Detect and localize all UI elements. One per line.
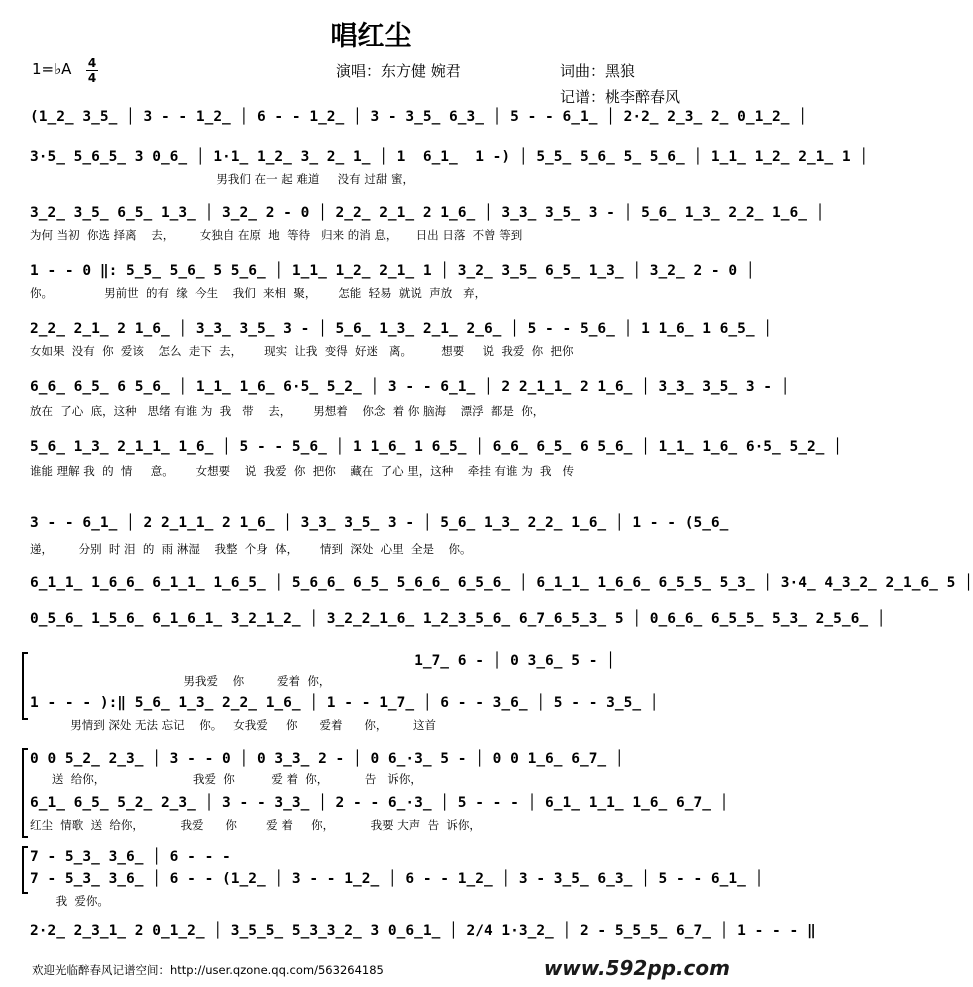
lyrics-line: 我 爱你。	[30, 894, 109, 908]
lyrics-line: 男我们 在一 起 难道 没有 过甜 蜜，	[30, 172, 414, 186]
lyrics-line: 男情到 深处 无法 忘记 你。 女我爱 你 爱着 你， 这首	[30, 718, 436, 732]
lyrics-line: 放在 了心 底，这种 思绪 有谁 为 我 带 去， 男想着 你念 着 你 脑海 漂浮 都是 你，	[30, 404, 545, 418]
notation-line: 3 - - 6̲1̲ │ 2 2̲1̲1̲ 2 1̲6̲ │ 3̲3̲ 3̲5̲ 3 - │ 5̲6̲ 1̲3̲ 2̲2̲ 1̲6̲ │ 1 - - (5̲6̲	[30, 515, 729, 531]
lyrics-line: 红尘 情歌 送 给你， 我爱 你 爱 着 你， 我要 大声 告 诉你，	[30, 818, 481, 832]
system-brace	[22, 652, 28, 720]
notation-line: 3·5̲ 5̲6̲5̲ 3 0̲6̲ │ 1·1̲ 1̲2̲ 3̲ 2̲ 1̲ │ 1 6̲1̲ 1 -) │ 5̲5̲ 5̲6̲ 5̲ 5̲6̲ │ 1̲1̲ 1̲2̲ 2̲1̲ 1 │	[30, 149, 869, 165]
notation-line: 6̲1̲ 6̲5̲ 5̲2̲ 2̲3̲ │ 3 - - 3̲3̲ │ 2 - - 6̲·3̲ │ 5 - - - │ 6̲1̲ 1̲1̲ 1̲6̲ 6̲7̲ │	[30, 795, 729, 811]
lyrics-line: 谁能 理解 我 的 情 意。 女想要 说 我爱 你 把你 藏在 了心 里，这种 牵挂 有谁 为 我 传	[30, 464, 574, 478]
notation-line: 3̲2̲ 3̲5̲ 6̲5̲ 1̲3̲ │ 3̲2̲ 2 - 0 │ 2̲2̲ 2̲1̲ 2 1̲6̲ │ 3̲3̲ 3̲5̲ 3 - │ 5̲6̲ 1̲3̲ 2̲2̲ 1̲6̲ │	[30, 205, 825, 221]
time-signature	[86, 57, 98, 84]
site-watermark: www.592pp.com	[543, 956, 730, 980]
key-signature: 1=♭A	[32, 60, 72, 78]
notation-line: 6̲1̲1̲ 1̲6̲6̲ 6̲1̲1̲ 1̲6̲5̲ │ 5̲6̲6̲ 6̲5̲ 5̲6̲6̲ 6̲5̲6̲ │ 6̲1̲1̲ 1̲6̲6̲ 6̲5̲5̲ 5̲3̲ │ 3·4̲ 4̲3̲2̲ 2̲1̲6̲ 5 │	[30, 575, 973, 591]
notation-line: 0 0 5̲2̲ 2̲3̲ │ 3 - - 0 │ 0 3̲3̲ 2 - │ 0 6̲·3̲ 5 - │ 0 0 1̲6̲ 6̲7̲ │	[30, 751, 624, 767]
lyrics-line: 你。 男前世 的有 缘 今生 我们 来相 聚， 怎能 轻易 就说 声放 弃，	[30, 286, 487, 300]
notation-line: 7 - 5̲3̲ 3̲6̲ │ 6 - - (1̲2̲ │ 3 - - 1̲2̲ │ 6 - - 1̲2̲ │ 3 - 3̲5̲ 6̲3̲ │ 5 - - 6̲1̲ │	[30, 871, 764, 887]
singer-credit: 演唱：东方健 婉君	[336, 62, 461, 80]
notation-line: 2̲2̲ 2̲1̲ 2 1̲6̲ │ 3̲3̲ 3̲5̲ 3 - │ 5̲6̲ 1̲3̲ 2̲1̲ 2̲6̲ │ 5 - - 5̲6̲ │ 1 1̲6̲ 1 6̲5̲ │	[30, 321, 773, 337]
notation-line: 1 - - 0 ‖: 5̲5̲ 5̲6̲ 5 5̲6̲ │ 1̲1̲ 1̲2̲ 2̲1̲ 1 │ 3̲2̲ 3̲5̲ 6̲5̲ 1̲3̲ │ 3̲2̲ 2 - 0 │	[30, 263, 755, 279]
lyrics-line: 送 给你， 我爱 你 爱 着 你， 告 诉你，	[30, 772, 422, 786]
notation-line: 6̲6̲ 6̲5̲ 6 5̲6̲ │ 1̲1̲ 1̲6̲ 6·5̲ 5̲2̲ │ 3 - - 6̲1̲ │ 2 2̲1̲1̲ 2 1̲6̲ │ 3̲3̲ 3̲5̲ 3 - │	[30, 379, 790, 395]
lyrics-line: 男我爱 你 爱着 你，	[30, 674, 331, 688]
lyrics-line: 女如果 没有 你 爱该 怎么 走下 去， 现实 让我 变得 好迷 离。 想要 说 我爱 你 把你	[30, 344, 574, 358]
notation-line: 1̲7̲ 6 - │ 0 3̲6̲ 5 - │	[30, 653, 615, 669]
notation-line: 0̲5̲6̲ 1̲5̲6̲ 6̲1̲6̲1̲ 3̲2̲1̲2̲ │ 3̲2̲2̲1̲6̲ 1̲2̲3̲5̲6̲ 6̲7̲6̲5̲3̲ 5 │ 0̲6̲6̲ 6̲5̲5̲ 5̲3̲ 2̲5̲6̲ │	[30, 611, 886, 627]
notation-line: 2·2̲ 2̲3̲1̲ 2 0̲1̲2̲ │ 3̲5̲5̲ 5̲3̲3̲2̲ 3 0̲6̲1̲ │ 2/4 1·3̲2̲ │ 2 - 5̲5̲5̲ 6̲7̲ │ 1 - - - ‖	[30, 923, 816, 939]
notation-line: 1 - - - ):‖ 5̲6̲ 1̲3̲ 2̲2̲ 1̲6̲ │ 1 - - 1̲7̲ │ 6 - - 3̲6̲ │ 5 - - 3̲5̲ │	[30, 695, 659, 711]
lyrics-line: 递， 分别 时 泪 的 雨 淋湿 我整 个身 体， 情到 深处 心里 全是 你。	[30, 542, 472, 556]
notation-line: (1̲2̲ 3̲5̲ │ 3 - - 1̲2̲ │ 6 - - 1̲2̲ │ 3 - 3̲5̲ 6̲3̲ │ 5 - - 6̲1̲ │ 2·2̲ 2̲3̲ 2̲ 0̲1̲2̲ │	[30, 109, 807, 125]
notation-line: 5̲6̲ 1̲3̲ 2̲1̲1̲ 1̲6̲ │ 5 - - 5̲6̲ │ 1 1̲6̲ 1 6̲5̲ │ 6̲6̲ 6̲5̲ 6 5̲6̲ │ 1̲1̲ 1̲6̲ 6·5̲ 5̲2̲ │	[30, 439, 842, 455]
transcriber-credit: 记谱：桃李醉春风	[560, 88, 681, 106]
time-signature-top: 4	[87, 56, 97, 70]
song-title: 唱红尘	[330, 21, 412, 52]
lyrics-line: 为何 当初 你选 择离 去， 女独自 在原 地 等待 归来 的消 息， 日出 日落 不曾 等到	[30, 228, 523, 242]
system-brace	[22, 748, 28, 838]
time-signature-bottom: 4	[87, 71, 97, 85]
notation-line: 7 - 5̲3̲ 3̲6̲ │ 6 - - -	[30, 849, 231, 865]
system-brace	[22, 846, 28, 894]
lyricist-credit: 词曲：黑狼	[560, 62, 636, 80]
footer-text: 欢迎光临醉春风记谱空间：http://user.qzone.qq.com/563264185	[32, 963, 384, 977]
